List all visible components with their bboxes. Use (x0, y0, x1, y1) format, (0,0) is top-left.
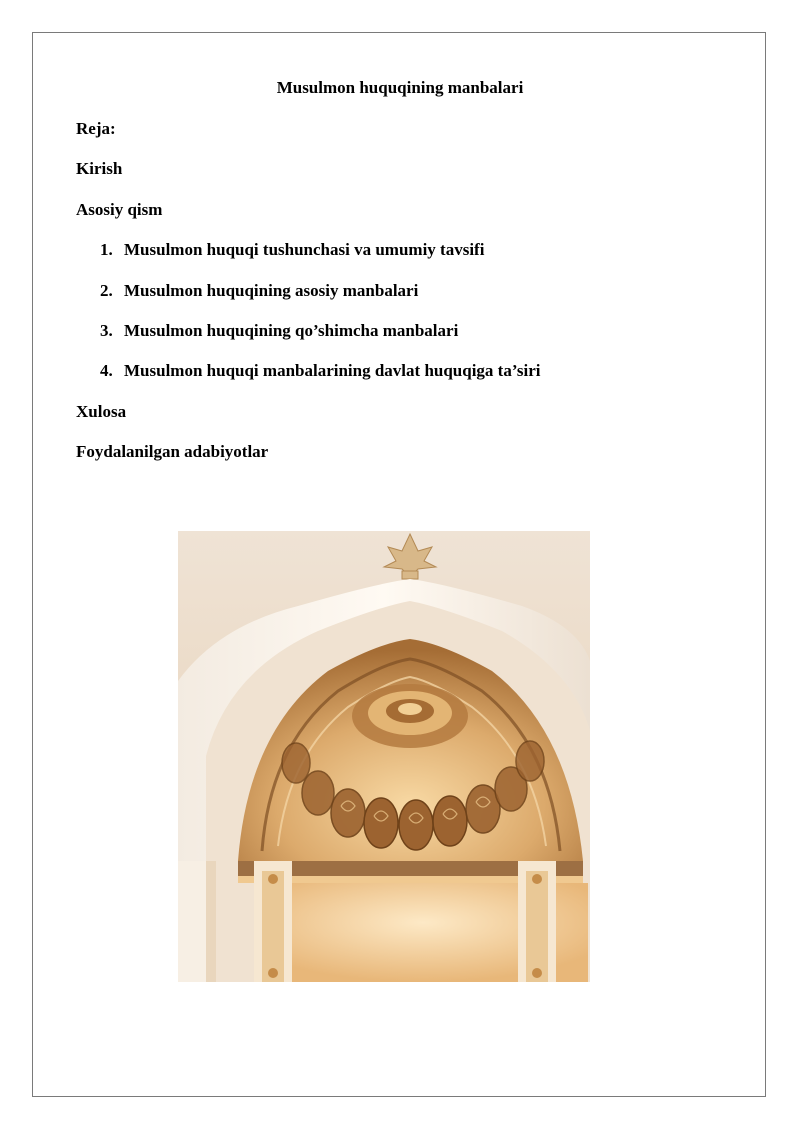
list-item-text: Musulmon huquqining qo’shimcha manbalari (124, 321, 459, 340)
list-item-number: 3. (100, 321, 113, 340)
list-item-text: Musulmon huquqining asosiy manbalari (124, 281, 419, 300)
document-title: Musulmon huquqining manbalari (276, 78, 524, 97)
list-item (100, 281, 418, 301)
list-item-number: 2. (100, 281, 113, 300)
main-part-heading: Asosiy qism (76, 200, 163, 219)
list-item (100, 321, 458, 341)
mosque-arch-photo (178, 531, 590, 982)
plan-heading: Reja: (76, 119, 116, 138)
list-item (100, 361, 540, 381)
central-rosette (352, 684, 468, 748)
list-item-number: 4. (100, 361, 113, 380)
introduction-heading: Kirish (76, 159, 123, 178)
list-item-text: Musulmon huquqi tushunchasi va umumiy tavsifi (124, 240, 485, 259)
list-item-text: Musulmon huquqi manbalarining davlat huquqiga ta’siri (124, 361, 541, 380)
references-heading: Foydalanilgan adabiyotlar (76, 442, 269, 461)
conclusion-heading: Xulosa (76, 402, 127, 421)
list-item (100, 240, 484, 260)
list-item-number: 1. (100, 240, 113, 259)
